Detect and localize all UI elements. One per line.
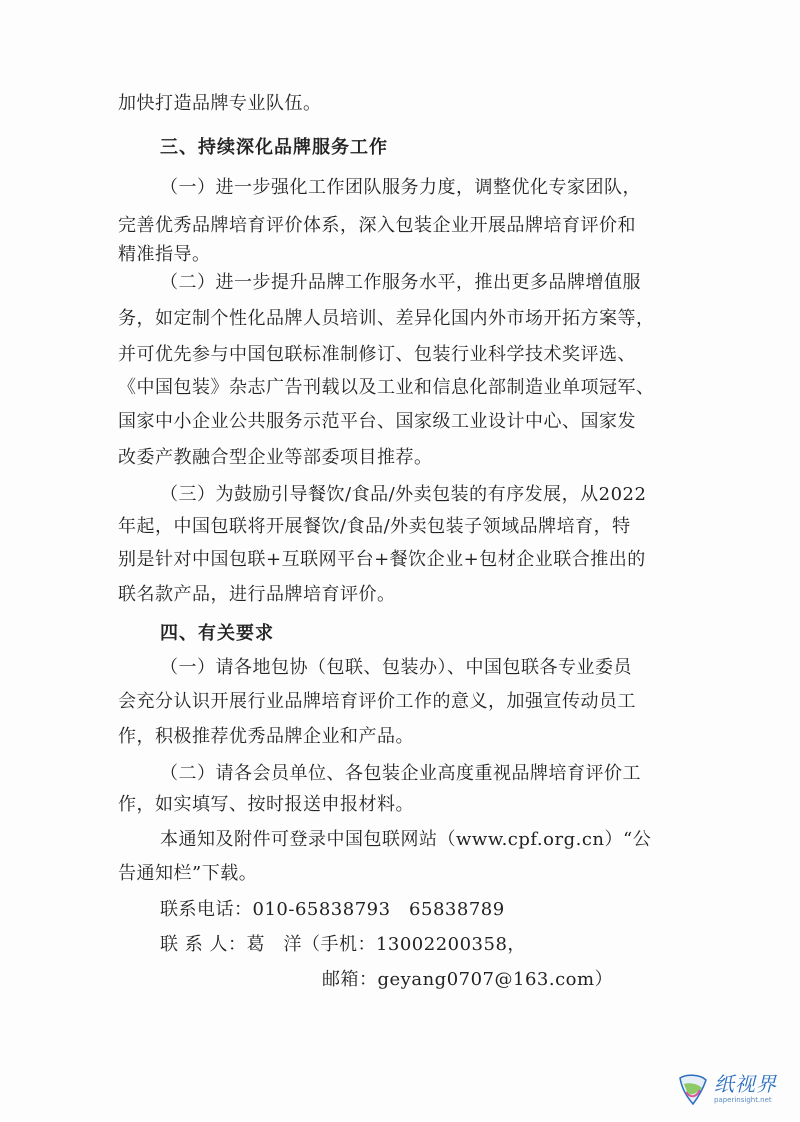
section-heading-4: 四、有关要求	[160, 623, 274, 644]
paragraph-line: 加快打造品牌专业队伍。	[118, 93, 322, 114]
paragraph-line: 精准指导。	[118, 244, 211, 265]
watermark-name: 纸视界	[714, 1072, 777, 1096]
paragraph-line: （一）进一步强化工作团队服务力度，调整优化专家团队，	[160, 177, 641, 198]
paragraph-line: 完善优秀品牌培育评价体系，深入包装企业开展品牌培育评价和	[118, 215, 636, 236]
section-heading-3: 三、持续深化品牌服务工作	[160, 137, 388, 158]
paragraph-line: 作，如实填写、按时报送申报材料。	[118, 794, 414, 815]
contact-person: 联 系 人：葛 洋（手机：13002200358，	[160, 934, 526, 955]
paragraph-line: （三）为鼓励引导餐饮/食品/外卖包装的有序发展，从2022	[160, 484, 647, 505]
paragraph-line: 年起，中国包联将开展餐饮/食品/外卖包装子领域品牌培育，特	[118, 516, 631, 537]
paragraph-line: 改委产教融合型企业等部委项目推荐。	[118, 447, 433, 468]
contact-phone: 联系电话：010-65838793 65838789	[160, 899, 505, 920]
paperinsight-logo-icon	[676, 1072, 710, 1106]
paragraph-line: 本通知及附件可登录中国包联网站（www.cpf.org.cn）“公	[160, 829, 652, 850]
paragraph-line: （二）请各会员单位、各包装企业高度重视品牌培育评价工	[160, 763, 641, 784]
paragraph-line: 告通知栏”下载。	[118, 863, 258, 884]
paragraph-line: （一）请各地包协（包联、包装办）、中国包联各专业委员	[160, 657, 632, 678]
paragraph-line: 会充分认识开展行业品牌培育评价工作的意义，加强宣传动员工	[118, 691, 636, 712]
paragraph-line: 并可优先参与中国包联标准制修订、包装行业科学技术奖评选、	[118, 344, 636, 365]
contact-email: 邮箱：geyang0707@163.com）	[322, 969, 614, 990]
paragraph-line: 务，如定制个性化品牌人员培训、差异化国内外市场开拓方案等，	[118, 308, 655, 329]
paragraph-line: 《中国包装》杂志广告刊载以及工业和信息化部制造业单项冠军、	[118, 377, 655, 398]
paragraph-line: 国家中小企业公共服务示范平台、国家级工业设计中心、国家发	[118, 411, 636, 432]
paragraph-line: 联名款产品，进行品牌培育评价。	[118, 584, 396, 605]
paragraph-line: （二）进一步提升品牌工作服务水平，推出更多品牌增值服	[160, 272, 641, 293]
watermark-logo	[676, 1066, 786, 1112]
paragraph-line: 别是针对中国包联+互联网平台+餐饮企业+包材企业联合推出的	[118, 549, 646, 570]
paragraph-line: 作，积极推荐优秀品牌企业和产品。	[118, 726, 414, 747]
watermark-url: paperinsight.net	[714, 1096, 772, 1104]
